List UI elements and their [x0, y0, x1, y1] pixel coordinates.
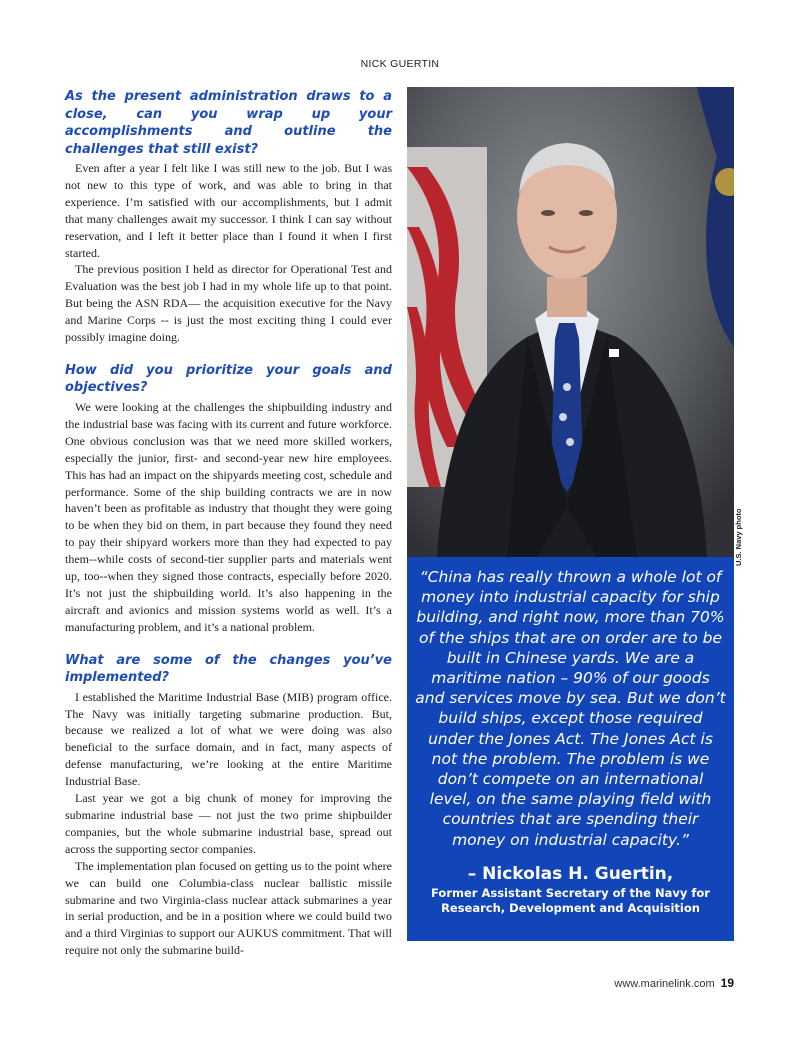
- answer-3-paragraph-3: The implementation plan focused on getting us to the point where we can build one Columbia-class nuclear ballistic missile submarine and two Virginia-class nuclear attack submarines a year in serial production, and be in a position where we could build two and a third Virginias to support our AUKUS commitment. That will require not only the submarine build-: [65, 858, 392, 958]
- photo-credit: U.S. Navy photo: [734, 508, 743, 566]
- page-footer: [614, 976, 734, 990]
- answer-1-paragraph-2: The previous position I held as director for Operational Test and Evaluation was the best job I had in my whole life up to that point. But being the ASN RDA— the acquisition executive for the Navy and Marine Corps -- is just the most exciting thing I could ever possibly imagine doing.: [65, 262, 392, 345]
- portrait-illustration: [407, 87, 734, 557]
- answer-1-paragraph-1: Even after a year I felt like I was still new to the job. But I was not new to this type of work, and was able to bring in that experience. I’m satisfied with our accomplishments, but I admit that many challenges await my successor. I think I can say without reservation, and I left it better place than I found it when I first started.: [65, 161, 392, 260]
- portrait-photo: [407, 87, 734, 557]
- answer-3-paragraph-1: I established the Maritime Industrial Base (MIB) program office. The Navy was initially targeting submarine production. But, because we realized a lot of what we were doing was also beneficial to the surface domain, and in fact, many aspects of defense manufacturing, we’re looking at the entire Maritime Industrial Base.: [65, 689, 392, 789]
- page-number: 19: [720, 976, 734, 990]
- running-header: NICK GUERTIN: [360, 58, 440, 70]
- pull-quote-text: “China has really thrown a whole lot of money into industrial capacity for ship building, and right now, more than 70% of the ships that are on order are to be built in Chinese yards. We are a maritime nation – 90% of our goods and services move by sea. But we don’t build ships, except those required under the Jones Act. The Jones Act is not the problem. The problem is we don’t compete on an international level, on the same playing field with countries that are spending their money on industrial capacity.”: [415, 568, 726, 849]
- article-column: [65, 88, 392, 959]
- quote-attribution-name: – Nickolas H. Guertin,: [467, 863, 674, 884]
- pull-quote-box: [407, 557, 734, 941]
- question-2: How did you prioritize your goals and objectives?: [65, 362, 392, 396]
- footer-url[interactable]: www.marinelink.com: [614, 978, 715, 990]
- answer-3-paragraph-2: Last year we got a big chunk of money for improving the submarine industrial base — not just the two prime shipbuilder companies, but the whole submarine industrial base, spread out across the supporting sector companies.: [65, 791, 392, 856]
- answer-2-paragraph-1: We were looking at the challenges the shipbuilding industry and the industrial base was facing with its current and future workforce. One obvious conclusion was that we need more skilled workers, especially the junior, first- and second-year new hire employees. This has had an impact on the shipyards meeting cost, schedule and performance. Some of the ship building contracts we are in now haven’t been as profitable as industry that thought they were going to be when they bid on them, in part because they found they need to pay their shipyard workers more than they had expected to pay them--while costs of second-tier supplier parts and materials went up, too--when they signed those contracts, especially before 2020. It’s not just the shipbuilding world. It’s also happening in the aircraft and avionics and mission systems world as well. It’s a manufacturing problem, and it’s a national problem.: [65, 399, 392, 634]
- quote-attribution-title: Former Assistant Secretary of the Navy for Research, Development and Acquisition: [431, 885, 710, 915]
- question-1: As the present administration draws to a close, can you wrap up your accomplishments and outline the challenges that still exist?: [65, 89, 392, 157]
- question-3: What are some of the changes you’ve implemented?: [65, 652, 392, 686]
